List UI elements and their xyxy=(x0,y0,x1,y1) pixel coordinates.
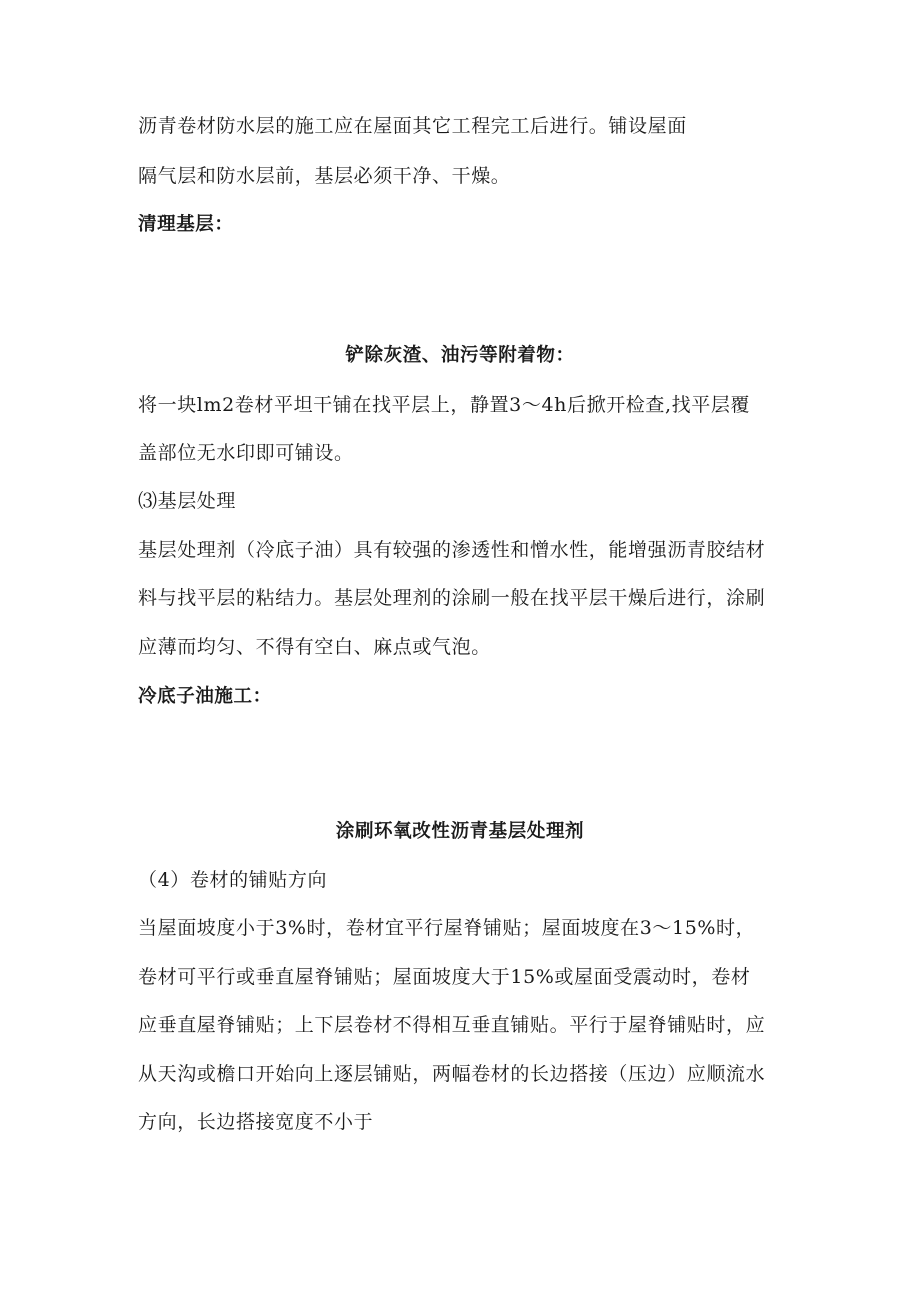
paragraph-line: 当屋面坡度小于3%时，卷材宜平行屋脊铺贴；屋面坡度在3～15%时， xyxy=(138,917,756,939)
section-heading-roll-direction: （4）卷材的铺贴方向 xyxy=(138,869,328,891)
paragraph-line: 料与找平层的粘结力。基层处理剂的涂刷一般在找平层干燥后进行，涂刷 xyxy=(138,587,766,609)
paragraph-line: 应薄而均匀、不得有空白、麻点或气泡。 xyxy=(138,636,491,658)
section-heading-base-treatment: ⑶基层处理 xyxy=(138,490,237,512)
paragraph-line: 卷材可平行或垂直屋脊铺贴；屋面坡度大于15%或屋面受震动时，卷材 xyxy=(138,966,751,988)
paragraph-line: 方向，长边搭接宽度不小于 xyxy=(138,1111,374,1133)
paragraph-line: 隔气层和防水层前，基层必须干净、干燥。 xyxy=(138,165,511,187)
heading-clean-base: 清理基层： xyxy=(138,214,234,235)
paragraph-line: 将一块lm2卷材平坦干铺在找平层上，静置3～4h后掀开检查,找平层覆 xyxy=(138,394,751,416)
paragraph-line: 盖部位无水印即可铺设。 xyxy=(138,442,354,464)
paragraph-line: 应垂直屋脊铺贴；上下层卷材不得相互垂直铺贴。平行于屋脊铺贴时，应 xyxy=(138,1014,766,1036)
paragraph-line: 从天沟或檐口开始向上逐层铺贴，两幅卷材的长边搭接（压边）应顺流水 xyxy=(138,1063,766,1085)
paragraph-line: 沥青卷材防水层的施工应在屋面其它工程完工后进行。铺设屋面 xyxy=(138,115,687,137)
heading-cold-primer: 冷底子油施工： xyxy=(138,686,272,707)
subheading-epoxy-primer: 涂刷环氧改性沥青基层处理剂 xyxy=(335,821,585,842)
subheading-remove-residue: 铲除灰渣、油污等附着物： xyxy=(345,345,575,366)
paragraph-line: 基层处理剂（冷底子油）具有较强的渗透性和憎水性，能增强沥青胶结材 xyxy=(138,539,766,561)
